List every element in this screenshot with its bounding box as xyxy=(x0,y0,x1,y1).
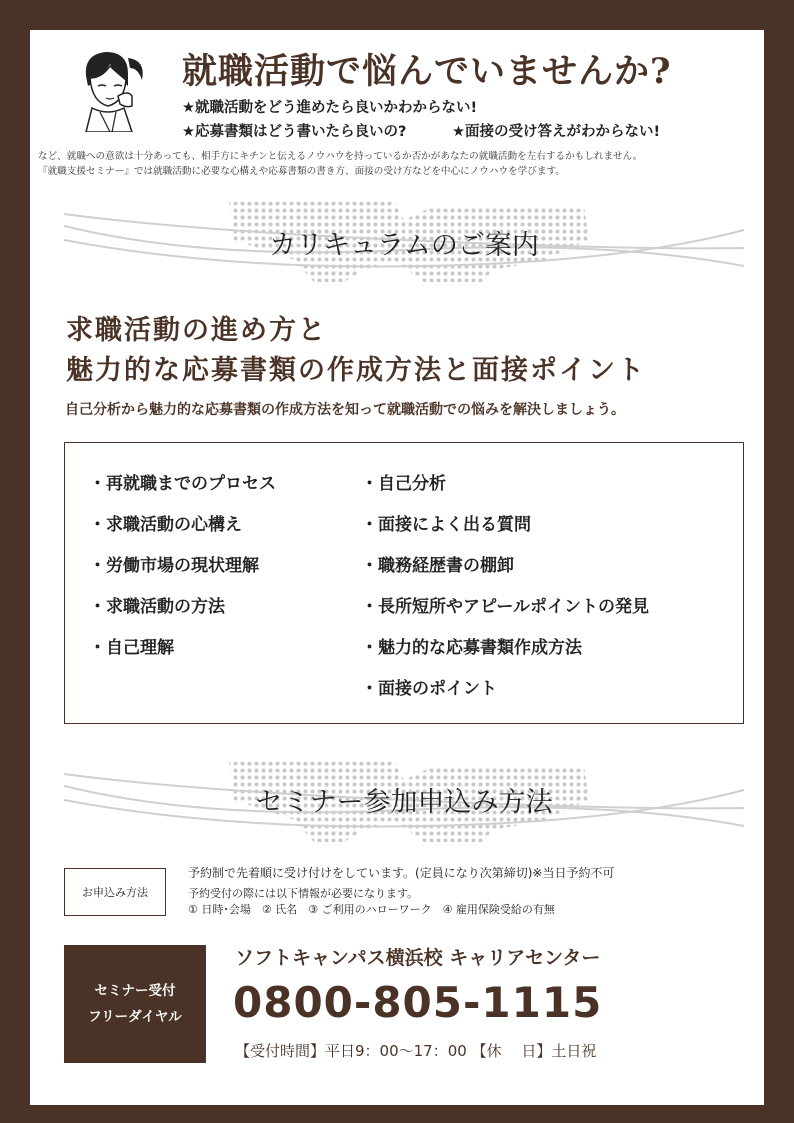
curriculum-item: ・求職活動の心構え xyxy=(89,515,242,535)
reception-hours: 【受付時間】平日9：00～17：00 【休 日】土日祝 xyxy=(235,1042,597,1060)
apply-method-label: お申込み方法 xyxy=(64,868,166,916)
curriculum-headline: 魅力的な応募書類の作成方法と面接ポイント xyxy=(66,355,646,386)
curriculum-list-box xyxy=(64,442,744,724)
curriculum-item: ・長所短所やアピールポイントの発見 xyxy=(361,597,649,617)
free-dial-label: セミナー受付 xyxy=(94,983,176,999)
curriculum-item: ・労働市場の現状理解 xyxy=(89,556,259,576)
free-dial-label-box xyxy=(64,945,206,1063)
section-title: カリキュラムのご案内 xyxy=(269,230,539,261)
curriculum-item: ・面接のポイント xyxy=(361,679,497,699)
curriculum-subhead: 自己分析から魅力的な応募書類の作成方法を知って就職活動での悩みを解決しましょう。 xyxy=(65,402,625,418)
worried-person-illustration xyxy=(66,46,154,132)
problem-item: ★就職活動をどう進めたら良いかわからない! xyxy=(182,100,478,116)
problem-item: ★応募書類はどう書いたら良いの? xyxy=(182,124,407,140)
section-title: セミナー参加申込み方法 xyxy=(255,787,553,818)
apply-info-line: ① 日時･会場 ② 氏名 ③ ご利用のハローワーク ④ 雇用保険受給の有無 xyxy=(188,903,555,916)
curriculum-headline: 求職活動の進め方と xyxy=(66,315,327,346)
curriculum-item: ・自己分析 xyxy=(361,474,446,494)
hero-title: 就職活動で悩んでいませんか? xyxy=(182,51,672,92)
curriculum-item: ・魅力的な応募書類作成方法 xyxy=(361,638,582,658)
curriculum-section-header xyxy=(64,200,744,282)
curriculum-item: ・職務経歴書の棚卸 xyxy=(361,556,514,576)
curriculum-item: ・再就職までのプロセス xyxy=(89,474,276,494)
intro-text: など、就職への意欲は十分あっても、相手方にキチンと伝えるノウハウを持っているか否かがあなたの就職活動を左右するかもしれません。 xyxy=(38,151,643,162)
curriculum-item: ・求職活動の方法 xyxy=(89,597,225,617)
phone-number[interactable]: 0800-805-1115 xyxy=(233,978,603,1027)
problem-item: ★面接の受け答えがわからない! xyxy=(452,124,661,140)
free-dial-label: フリーダイヤル xyxy=(88,1009,182,1025)
apply-info-line: 予約制で先着順に受け付けをしています。(定員になり次第締切)※当日予約不可 xyxy=(188,866,615,880)
curriculum-item: ・面接によく出る質問 xyxy=(361,515,531,535)
intro-text: 『就職支援セミナー』では就職活動に必要な心構えや応募書類の書き方、面接の受け方などを中心にノウハウを学びます。 xyxy=(38,166,565,177)
apply-section-header xyxy=(64,760,744,842)
curriculum-item: ・自己理解 xyxy=(89,638,174,658)
flyer-page xyxy=(30,30,764,1105)
organization-name: ソフトキャンパス横浜校 キャリアセンター xyxy=(235,947,601,969)
apply-info-line: 予約受付の際には以下情報が必要になります。 xyxy=(188,887,419,900)
